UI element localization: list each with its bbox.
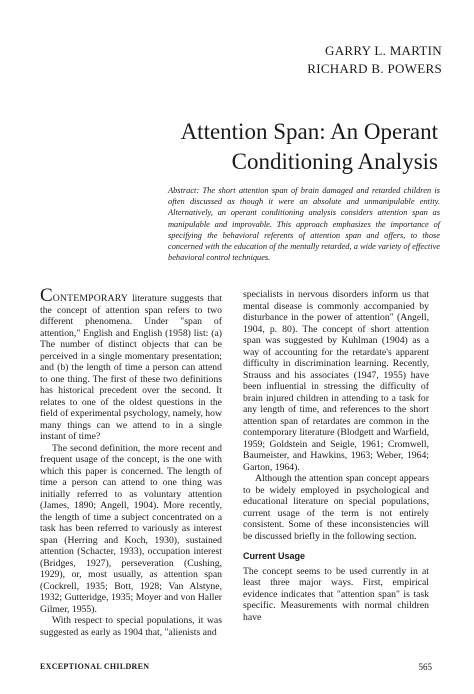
author-name: GARRY L. MARTIN	[325, 43, 442, 58]
drop-cap: C	[40, 285, 53, 306]
paragraph-text: literature suggests that the concept of attention span refers to two different phenomena. Under "span of attention," English and English (1958) list: (a) The number of distinct objects that can be perceived in a single momentary presentation; and (b) the length of time a person can attend to one thing. The first of these two definitions has historical precedent over the second. It relates to one of the oldest questions in the field of experimental psychology, namely, how many things can we attend to in a single instant of time?	[40, 293, 222, 442]
right-column	[243, 289, 429, 623]
author-name: RICHARD B. POWERS	[307, 61, 442, 76]
journal-name: EXCEPTIONAL CHILDREN	[40, 662, 150, 671]
opening-word: ONTEMPORARY	[52, 293, 129, 304]
body-paragraph: The second definition, the more recent and frequent usage of the concept, is the one with which this paper is concerned. The length of time a person can attend to one thing was initially referred to as voluntary attention (James, 1890; Angell, 1904). More recently, the length of time a subject concentrated on a task has been referred to variously as interest span (Herring and Koch, 1930), sustained attention (Schacter, 1933), occupation interest (Bridges, 1927), perseveration (Cushing, 1929), or, most usually, as attention span (Cockrell, 1935; Bott, 1928; Van Alstyne, 1932; Gutteridge, 1935; Moyer and von Haller Gilmer, 1955).	[40, 442, 222, 615]
title-line: Conditioning Analysis	[231, 149, 438, 174]
abstract-label: Abstract:	[168, 186, 200, 195]
body-paragraph: The concept seems to be used currently in at least three major ways. First, empirical evidence indicates that "attention span" is task specific. Measurements with normal children have	[243, 565, 429, 623]
body-paragraph: specialists in nervous disorders inform us that mental disease is commonly accompanied by disturbance in the power of attention" (Angell, 1904, p. 80). The concept of short attention span was suggested by Kuhlman (1904) as a way of accounting for the retardate's apparent difficulty in discrimination learning. Recently, Strauss and his associates (1947, 1955) have been influential in stressing the difficulty of brain injured children in attending to a task for any length of time, and references to the short attention span of retardates are common in the contemporary literature (Blodgett and Warfield, 1959; Goldstein and Seigle, 1961; Cromwell, Baumeister, and Hawkins, 1963; Weber, 1964; Garton, 1964).	[243, 289, 429, 473]
left-column	[40, 285, 222, 638]
body-paragraph: Although the attention span concept appears to be widely employed in psychological and educational literature on special populations, current usage of the term is not entirely consistent. Some of these inconsistencies will be discussed briefly in the following section.	[243, 473, 429, 542]
section-heading: Current Usage	[243, 551, 306, 561]
page-footer	[40, 662, 434, 674]
article-title	[181, 117, 438, 177]
body-paragraph	[40, 285, 222, 443]
abstract	[168, 185, 440, 263]
page-number: 565	[418, 662, 432, 672]
abstract-text: The short attention span of brain damaged and retarded children is often discussed as though it were an absolute and unmanipulable entity. Alternatively, an operant conditioning analysis considers attention span as manipulable and improvable. This approach emphasizes the importance of specifying the behavioral referents of attention span and offers, to those concerned with the education of the mentally retarded, a wide variety of effective behavioral control techniques.	[168, 186, 441, 263]
body-paragraph: With respect to special populations, it was suggested as early as 1904 that, "alienists and	[40, 615, 222, 638]
author-block	[307, 42, 442, 78]
title-line: Attention Span: An Operant	[180, 119, 438, 144]
